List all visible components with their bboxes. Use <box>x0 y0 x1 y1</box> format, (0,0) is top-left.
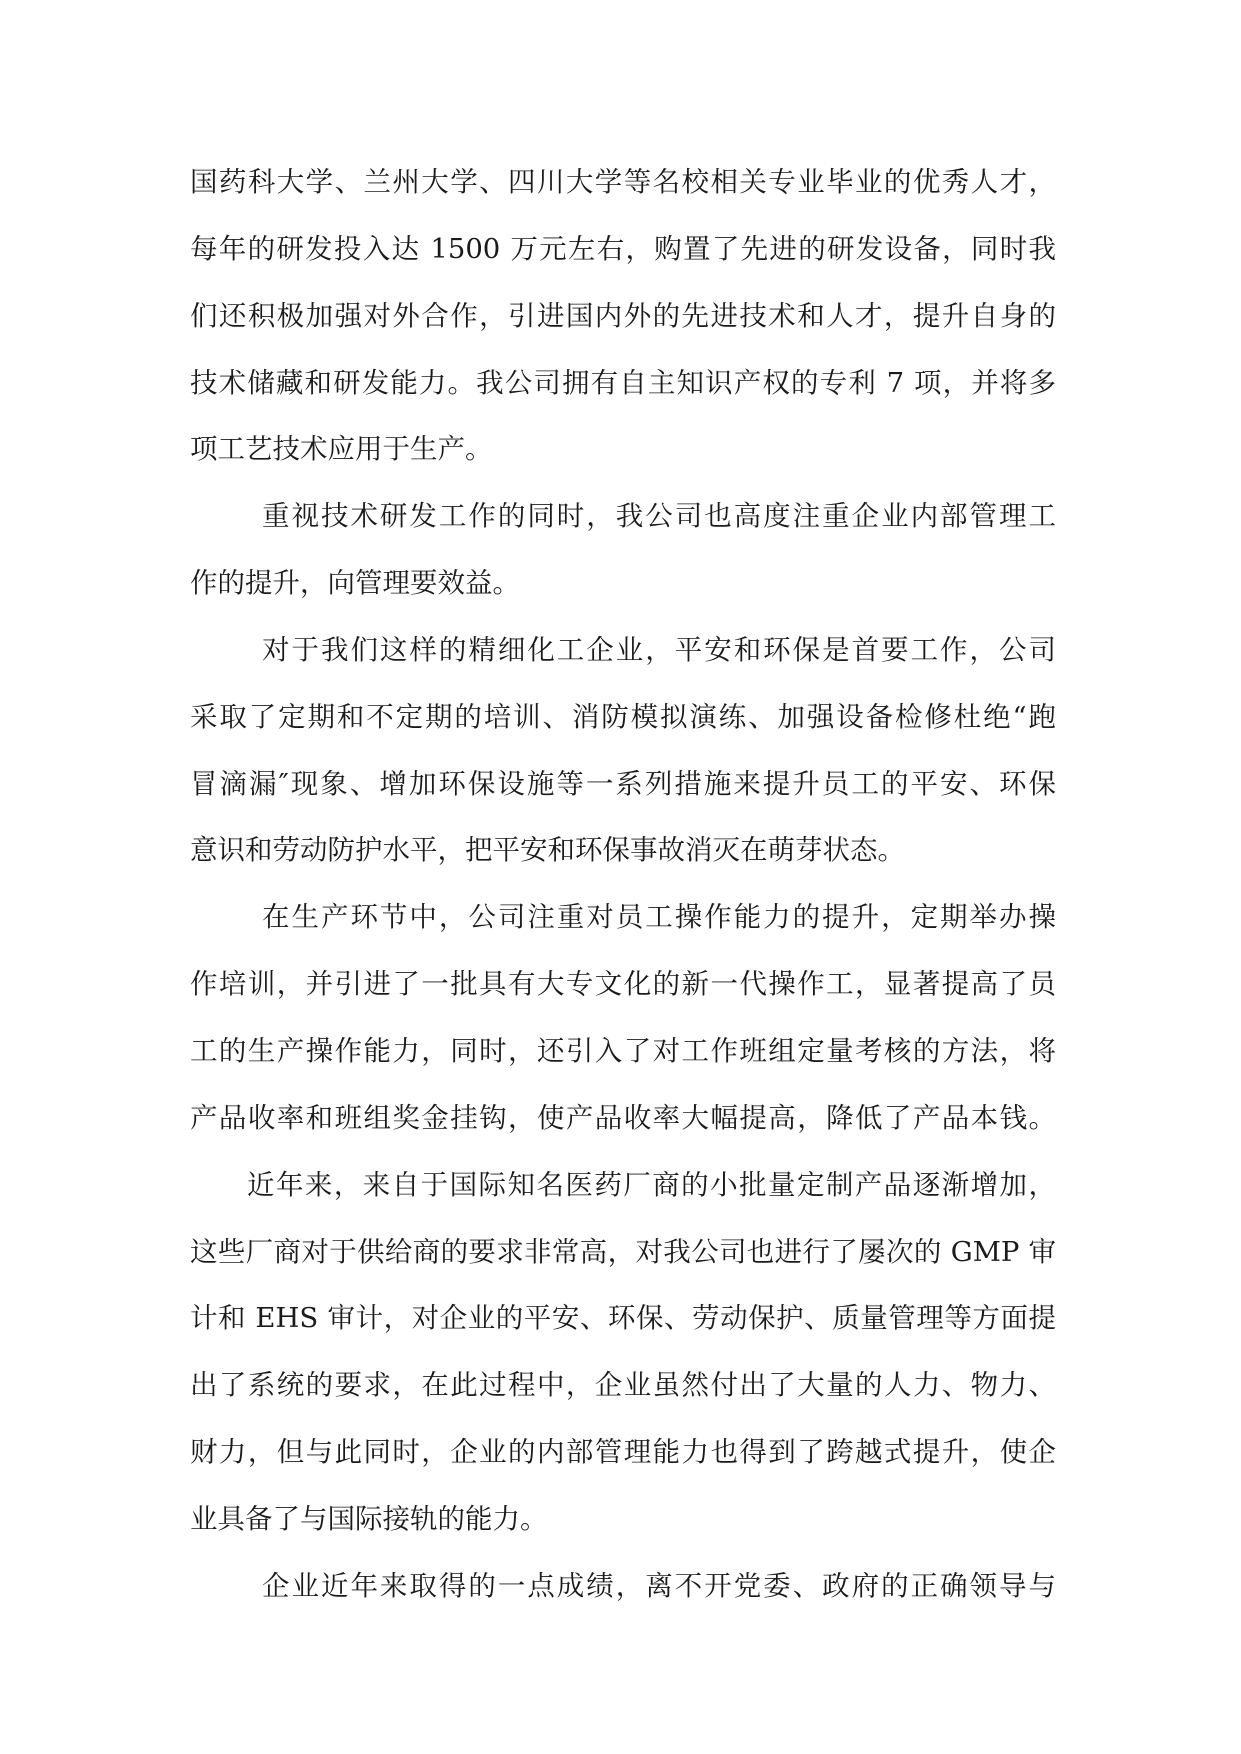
text-line: 重视技术研发工作的同时，我公司也高度注重企业内部管理工 <box>262 500 1056 532</box>
text-line: 国药科大学、兰州大学、四川大学等名校相关专业毕业的优秀人才， <box>190 166 1056 198</box>
text-line: 在生产环节中，公司注重对员工操作能力的提升，定期举办操 <box>262 901 1056 933</box>
text-line: 这些厂商对于供给商的要求非常高，对我公司也进行了屡次的 GMP 审 <box>190 1236 1056 1268</box>
text-line: 们还积极加强对外合作，引进国内外的先进技术和人才，提升自身的 <box>190 300 1056 332</box>
text-line: 工的生产操作能力，同时，还引入了对工作班组定量考核的方法，将 <box>190 1035 1056 1067</box>
text-line: 近年来，来自于国际知名医药厂商的小批量定制产品逐渐增加， <box>247 1169 1056 1201</box>
text-line: 作培训，并引进了一批具有大专文化的新一代操作工，显著提高了员 <box>190 968 1056 1000</box>
text-line: 每年的研发投入达 1500 万元左右，购置了先进的研发设备，同时我 <box>190 233 1056 265</box>
text-line: 财力，但与此同时，企业的内部管理能力也得到了跨越式提升，使企 <box>190 1436 1056 1468</box>
text-line: 项工艺技术应用于生产。 <box>190 433 493 465</box>
text-line: 采取了定期和不定期的培训、消防模拟演练、加强设备检修杜绝“跑 <box>190 701 1056 733</box>
text-line: 产品收率和班组奖金挂钩，使产品收率大幅提高，降低了产品本钱。 <box>190 1102 1056 1134</box>
text-line: 业具备了与国际接轨的能力。 <box>190 1503 548 1535</box>
text-line: 意识和劳动防护水平，把平安和环保事故消灭在萌芽状态。 <box>190 834 905 866</box>
text-line: 冒滴漏″现象、增加环保设施等一系列措施来提升员工的平安、环保 <box>190 768 1056 800</box>
text-line: 技术储藏和研发能力。我公司拥有自主知识产权的专利 7 项，并将多 <box>190 367 1056 399</box>
text-line: 作的提升，向管理要效益。 <box>190 567 520 599</box>
text-line: 企业近年来取得的一点成绩，离不开党委、政府的正确领导与 <box>262 1570 1056 1602</box>
text-line: 出了系统的要求，在此过程中，企业虽然付出了大量的人力、物力、 <box>190 1369 1056 1401</box>
text-line: 计和 EHS 审计，对企业的平安、环保、劳动保护、质量管理等方面提 <box>190 1302 1056 1334</box>
text-line: 对于我们这样的精细化工企业，平安和环保是首要工作，公司 <box>262 634 1056 666</box>
